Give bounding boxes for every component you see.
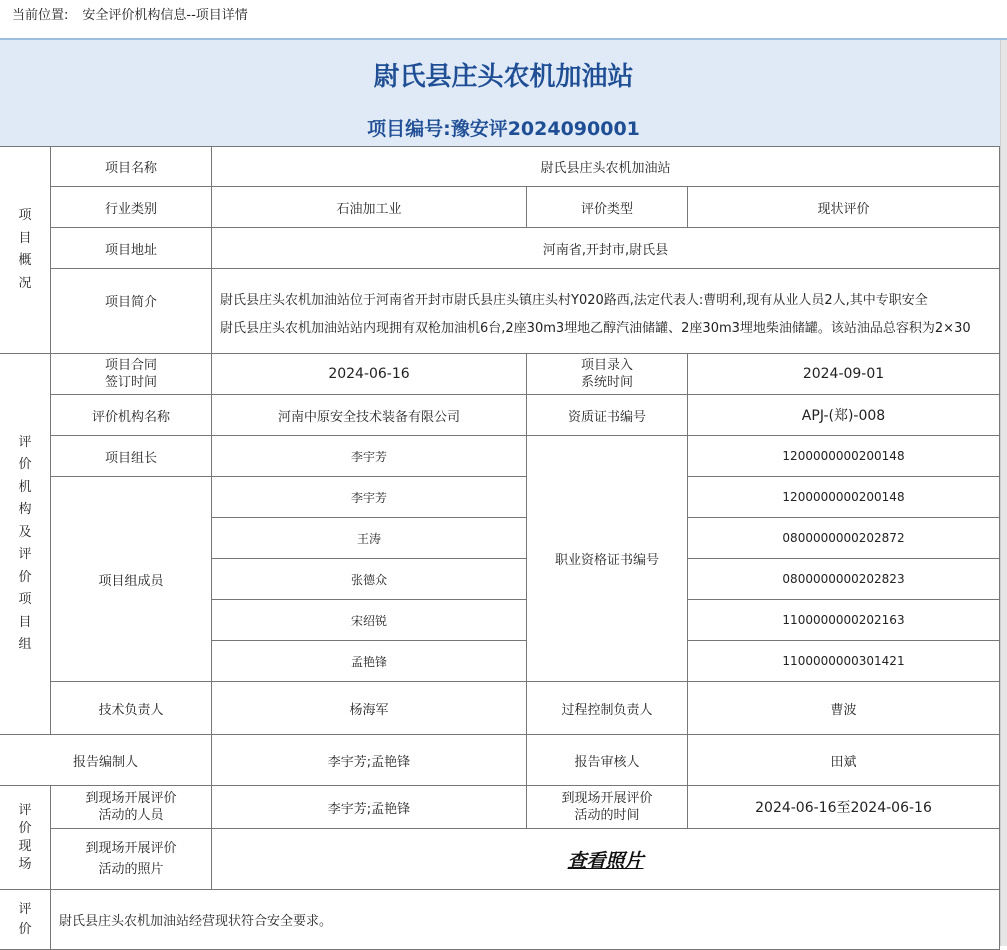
site-photo-cell [212, 829, 1000, 890]
member-name: 宋绍锐 [212, 600, 527, 641]
section-char: 况 [18, 275, 32, 291]
report-reviewer-label: 报告审核人 [527, 735, 688, 786]
intro-line: 尉氏县庄头农机加油站站内现拥有双枪加油机6台,2座30m3埋地乙醇汽油储罐、2座30m3埋地柴油储罐。该站油品总容积为2×30 [220, 321, 971, 336]
breadcrumb [0, 0, 1007, 34]
report-author-label: 报告编制人 [0, 735, 212, 786]
project-number: 项目编号:豫安评2024090001 [367, 118, 640, 140]
section-char: 场 [18, 856, 32, 872]
section-char: 项 [18, 592, 32, 607]
entry-time-label [527, 354, 688, 395]
qualification-label: 职业资格证书编号 [527, 436, 688, 682]
section-char: 机 [18, 479, 32, 495]
member-name: 王涛 [212, 518, 527, 559]
section-char: 评 [18, 802, 32, 818]
section-char: 目 [18, 230, 32, 246]
section-char: 价 [18, 569, 32, 585]
label-line: 项目录入 [580, 358, 633, 373]
label-line: 活动的人员 [98, 808, 164, 823]
section-char: 组 [18, 637, 32, 652]
scrollbar[interactable] [1000, 40, 1007, 946]
leader-cert: 1200000000200148 [688, 436, 1000, 477]
site-time-label [527, 786, 688, 829]
label-line: 到现场开展评价 [85, 791, 177, 806]
project-name-label: 项目名称 [51, 146, 212, 187]
label-line: 活动的时间 [574, 808, 640, 823]
member-name: 李宇芳 [212, 477, 527, 518]
member-cert: 0800000000202823 [688, 559, 1000, 600]
contract-time-label [51, 354, 212, 395]
member-cert: 0800000000202872 [688, 518, 1000, 559]
site-people-label [51, 786, 212, 829]
conclusion-text: 尉氏县庄头农机加油站经营现状符合安全要求。 [51, 890, 1000, 950]
member-cert: 1100000000202163 [688, 600, 1000, 641]
section-eval [0, 890, 51, 950]
section-char: 评 [18, 434, 32, 450]
member-name: 孟艳锋 [212, 641, 527, 682]
report-author-value: 李宇芳;孟艳锋 [212, 735, 527, 786]
section-char: 及 [18, 524, 32, 540]
label-line: 到现场开展评价 [561, 791, 653, 806]
view-photos-link[interactable]: 查看照片 [567, 849, 644, 872]
section-char: 价 [18, 457, 32, 472]
intro-value [212, 269, 1000, 354]
label-line: 系统时间 [580, 375, 633, 390]
eval-type-label: 评价类型 [527, 187, 688, 228]
process-lead-value: 曹波 [688, 682, 1000, 735]
section-char: 现 [18, 838, 32, 854]
section-char: 概 [18, 253, 32, 268]
leader-name: 李宇芳 [212, 436, 527, 477]
label-line: 项目合同 [104, 358, 157, 373]
label-line: 活动的照片 [98, 862, 164, 877]
section-char: 价 [18, 922, 32, 937]
section-char: 评 [18, 547, 32, 562]
address-label: 项目地址 [51, 228, 212, 269]
cert-label: 资质证书编号 [527, 395, 688, 436]
tech-lead-value: 杨海军 [212, 682, 527, 735]
member-cert: 1200000000200148 [688, 477, 1000, 518]
industry-label: 行业类别 [51, 187, 212, 228]
section-char: 评 [18, 902, 32, 917]
section-char: 项 [18, 208, 32, 223]
section-site [0, 786, 51, 890]
tech-lead-label: 技术负责人 [51, 682, 212, 735]
member-cert: 1100000000301421 [688, 641, 1000, 682]
member-name: 张德众 [212, 559, 527, 600]
eval-type-value: 现状评价 [688, 187, 1000, 228]
cert-value: APJ-(郑)-008 [688, 395, 1000, 436]
section-org [0, 354, 51, 735]
project-name-value: 尉氏县庄头农机加油站 [212, 146, 1000, 187]
contract-time-value: 2024-06-16 [212, 354, 527, 395]
label-line: 到现场开展评价 [85, 841, 177, 856]
breadcrumb-path: 安全评价机构信息--项目详情 [82, 8, 248, 23]
site-people-value: 李宇芳;孟艳锋 [212, 786, 527, 829]
section-char: 价 [18, 820, 32, 836]
intro-line: 尉氏县庄头农机加油站位于河南省开封市尉氏县庄头镇庄头村Y020路西,法定代表人:曹明利,现有从业人员2人,其中专职安全 [220, 293, 928, 308]
members-label: 项目组成员 [51, 477, 212, 682]
label-line: 签订时间 [104, 375, 157, 390]
section-overview [0, 146, 51, 354]
section-char: 目 [18, 614, 32, 630]
org-name-value: 河南中原安全技术装备有限公司 [212, 395, 527, 436]
site-photo-label [51, 829, 212, 890]
site-time-value: 2024-06-16至2024-06-16 [688, 786, 1000, 829]
page-title: 尉氏县庄头农机加油站 [373, 62, 634, 92]
process-lead-label: 过程控制负责人 [527, 682, 688, 735]
industry-value: 石油加工业 [212, 187, 527, 228]
intro-label: 项目简介 [51, 269, 212, 354]
breadcrumb-label: 当前位置: [12, 8, 69, 23]
entry-time-value: 2024-09-01 [688, 354, 1000, 395]
address-value: 河南省,开封市,尉氏县 [212, 228, 1000, 269]
org-name-label: 评价机构名称 [51, 395, 212, 436]
section-char: 构 [18, 502, 32, 517]
report-reviewer-value: 田斌 [688, 735, 1000, 786]
leader-label: 项目组长 [51, 436, 212, 477]
